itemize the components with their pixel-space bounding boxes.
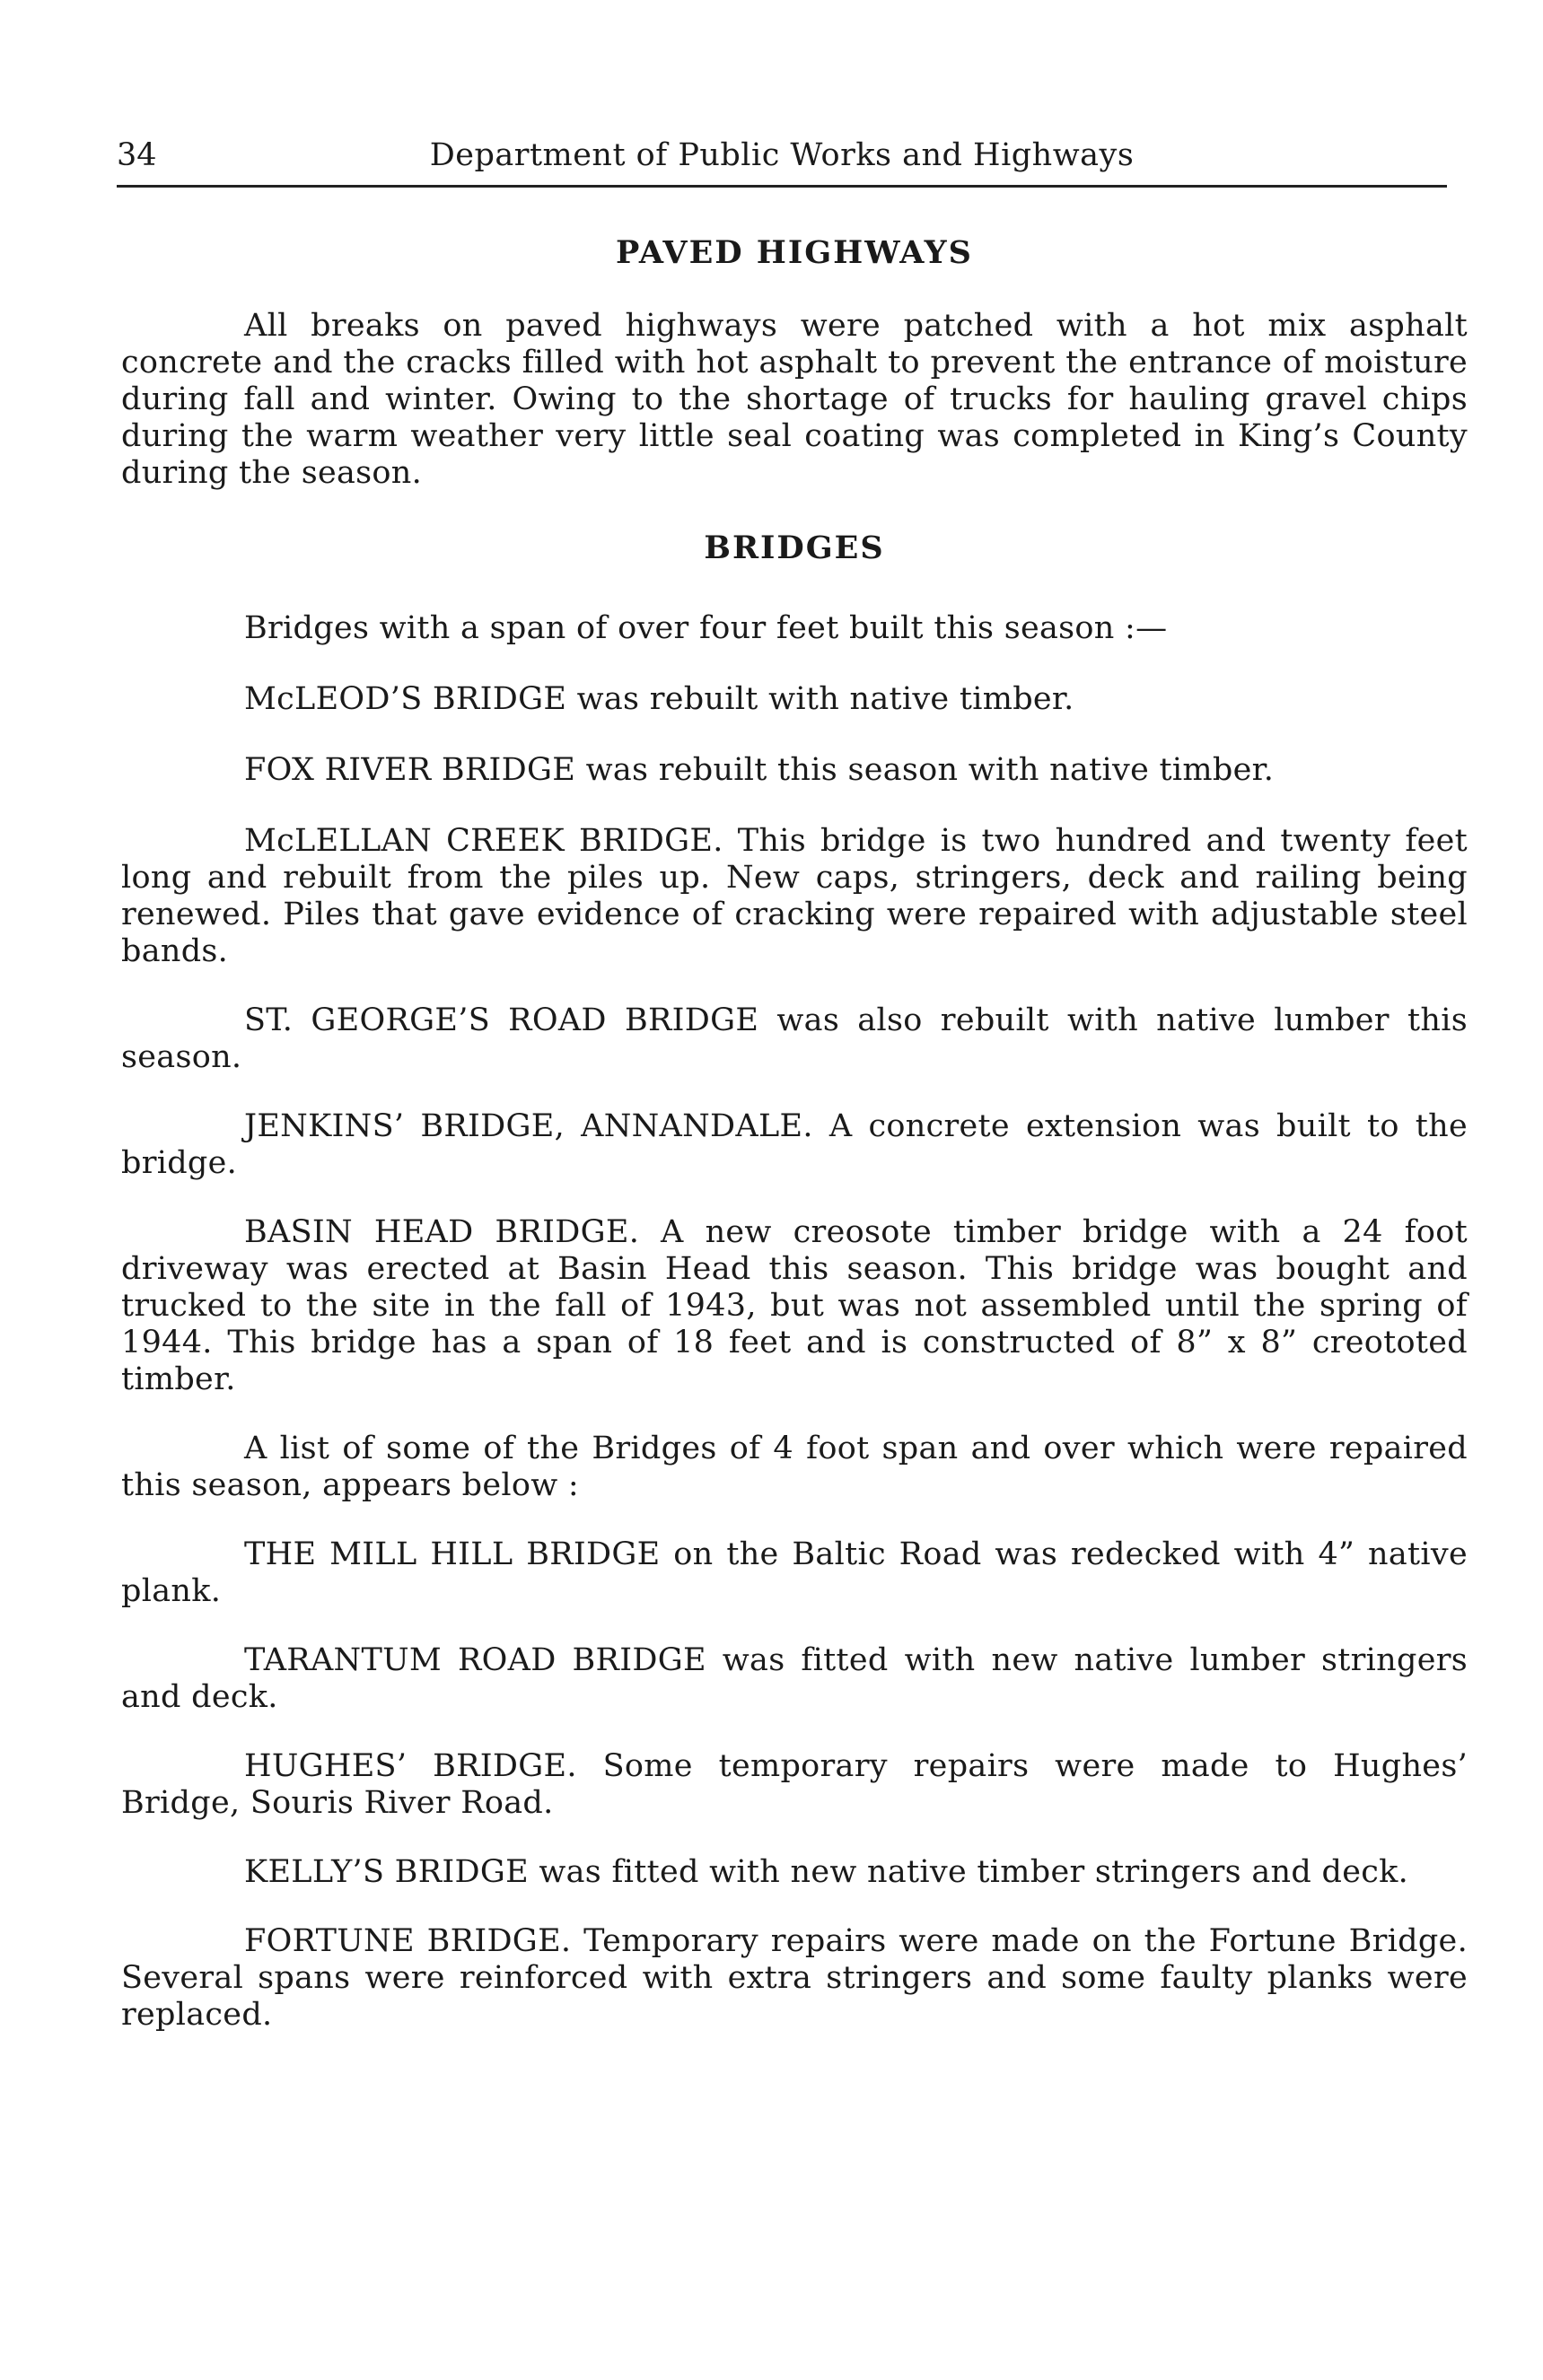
paragraph-mcleods-bridge: McLEOD’S BRIDGE was rebuilt with native timber. xyxy=(244,681,1074,717)
paragraph-fox-river-bridge: FOX RIVER BRIDGE was rebuilt this season with native timber. xyxy=(244,752,1275,788)
page-number: 34 xyxy=(117,137,157,173)
paragraph-st-georges-road-bridge: ST. GEORGE’S ROAD BRIDGE was also rebuilt with native lumber this season. xyxy=(121,1002,1468,1075)
header-rule xyxy=(117,185,1447,188)
paragraph-fortune-bridge: FORTUNE BRIDGE. Temporary repairs were made on the Fortune Bridge. Several spans were reinforced with extra stringers and some faulty planks were replaced. xyxy=(121,1923,1468,2033)
paragraph-mclellan-creek-bridge: McLELLAN CREEK BRIDGE. This bridge is two hundred and twenty feet long and rebuilt from the piles up. New caps, stringers, deck and railing being renewed. Piles that gave evidence of cracking were repaired with adjustable steel bands. xyxy=(121,823,1468,969)
paragraph-tarantum-road-bridge: TARANTUM ROAD BRIDGE was fitted with new native lumber stringers and deck. xyxy=(121,1642,1468,1715)
running-head xyxy=(117,133,1447,187)
paragraph-paved-highways: All breaks on paved highways were patched with a hot mix asphalt concrete and the cracks filled with hot asphalt to prevent the entrance of moisture during fall and winter. Owing to the shortage of trucks for hauling gravel chips during the warm weather very little seal coating was completed in King’s County during the season. xyxy=(121,308,1468,491)
body-text xyxy=(121,220,1468,2066)
running-title: Department of Public Works and Highways xyxy=(429,137,1135,173)
paragraph-repaired-bridges-intro: A list of some of the Bridges of 4 foot span and over which were repaired this season, appears below : xyxy=(121,1431,1468,1503)
section-heading-paved-highways: PAVED HIGHWAYS xyxy=(616,234,973,271)
paragraph-bridges-intro: Bridges with a span of over four feet built this season :— xyxy=(244,610,1168,646)
paragraph-basin-head-bridge: BASIN HEAD BRIDGE. A new creosote timber bridge with a 24 foot driveway was erected at Basin Head this season. This bridge was bought and trucked to the site in the fall of 1943, but was not assembled until the spring of 1944. This bridge has a span of 18 feet and is constructed of 8” x 8” creototed timber. xyxy=(121,1214,1468,1397)
paragraph-jenkins-bridge: JENKINS’ BRIDGE, ANNANDALE. A concrete extension was built to the bridge. xyxy=(121,1108,1468,1181)
paragraph-hughes-bridge: HUGHES’ BRIDGE. Some temporary repairs were made to Hughes’ Bridge, Souris River Road. xyxy=(121,1748,1468,1821)
paragraph-mill-hill-bridge: THE MILL HILL BRIDGE on the Baltic Road was redecked with 4” native plank. xyxy=(121,1536,1468,1609)
paragraph-kellys-bridge: KELLY’S BRIDGE was fitted with new native timber stringers and deck. xyxy=(244,1854,1409,1890)
section-heading-bridges: BRIDGES xyxy=(704,529,885,566)
